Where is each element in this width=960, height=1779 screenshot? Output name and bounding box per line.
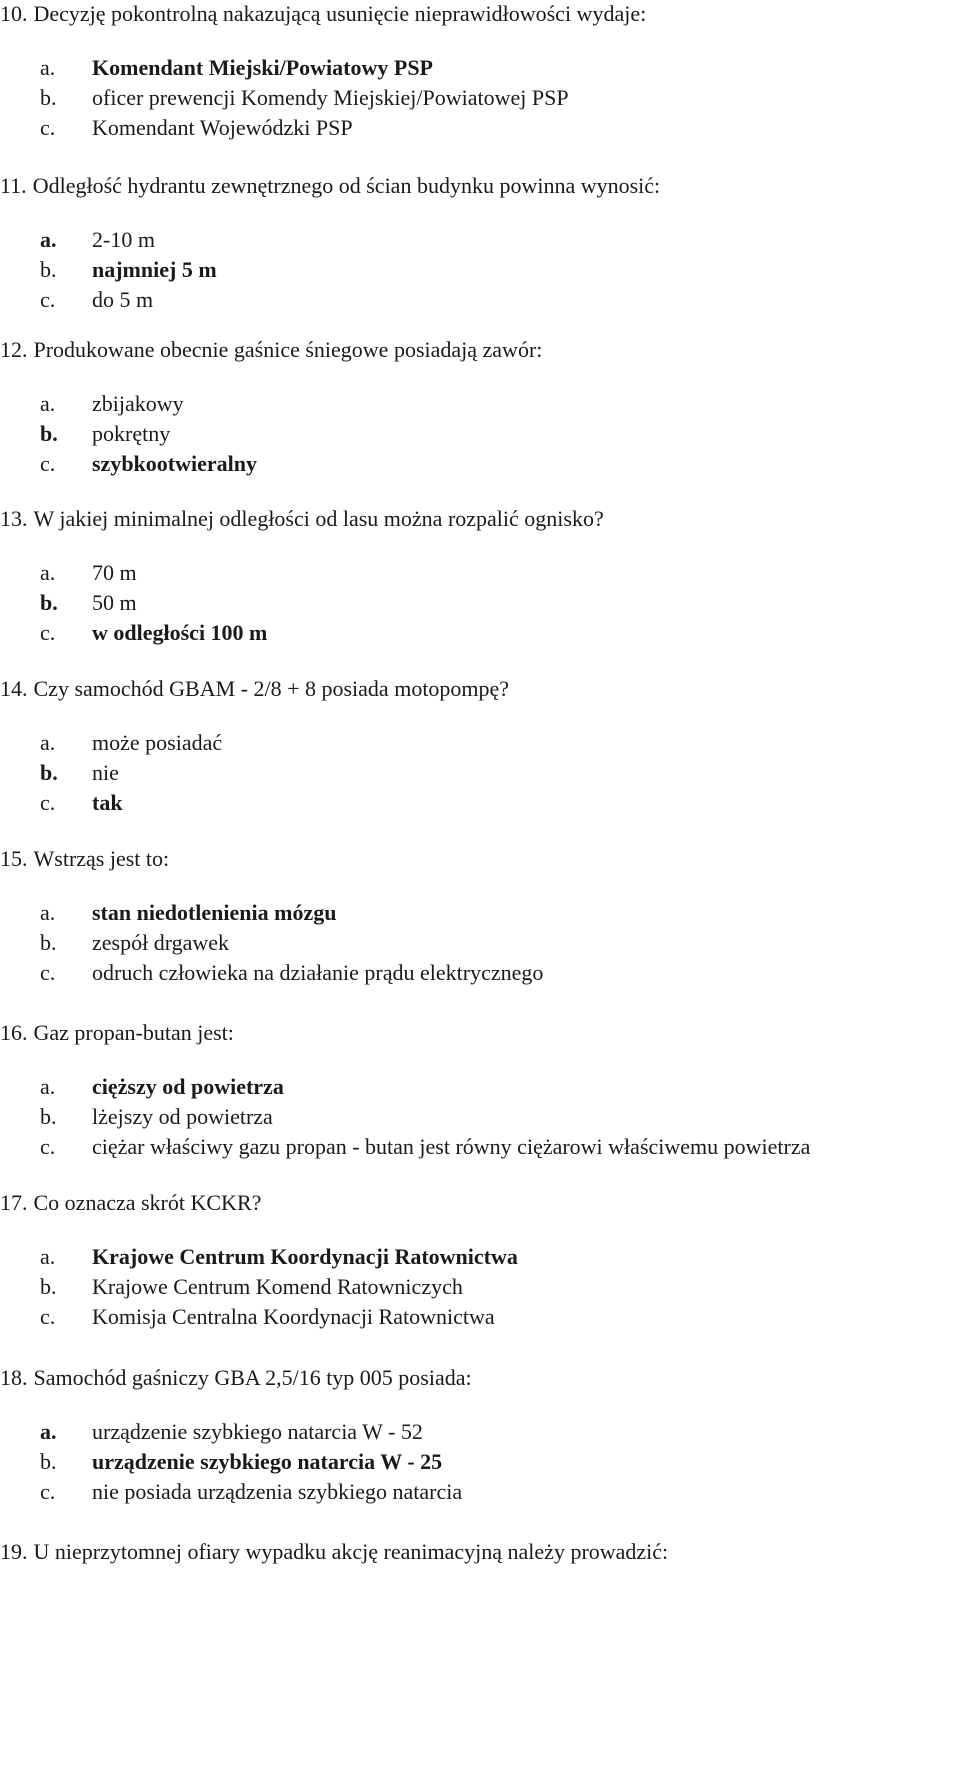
question-text: Odległość hydrantu zewnętrznego od ścian budynku powinna wynosić: xyxy=(32,173,661,198)
option-letter: c. xyxy=(40,451,56,476)
question-text: Co oznacza skrót KCKR? xyxy=(33,1190,262,1215)
correct-answer-text: cięższy od powietrza xyxy=(92,1074,284,1099)
answer-options xyxy=(40,226,217,316)
option-text: ciężar właściwy gazu propan - butan jest równy ciężarowi właściwemu powietrza xyxy=(92,1134,811,1159)
question-number: 11. xyxy=(0,173,27,198)
question-text: W jakiej minimalnej odległości od lasu można rozpalić ognisko? xyxy=(33,506,604,531)
question-text: Czy samochód GBAM - 2/8 + 8 posiada motopompę? xyxy=(33,676,510,701)
question-13 xyxy=(0,505,604,533)
answer-option xyxy=(40,1478,462,1508)
option-text: może posiadać xyxy=(92,730,223,755)
option-letter: a. xyxy=(40,1074,56,1099)
question-11 xyxy=(0,172,660,200)
question-number: 14. xyxy=(0,676,28,701)
correct-answer-text: najmniej 5 m xyxy=(92,257,217,282)
option-letter: c. xyxy=(40,1134,56,1159)
option-letter: b. xyxy=(40,1274,57,1299)
answer-options xyxy=(40,559,267,649)
option-letter: a. xyxy=(40,1244,56,1269)
answer-option xyxy=(40,929,543,959)
option-text: nie posiada urządzenia szybkiego natarcia xyxy=(92,1479,463,1504)
option-letter: a. xyxy=(40,227,57,252)
option-text: do 5 m xyxy=(92,287,154,312)
answer-option xyxy=(40,899,543,929)
answer-option xyxy=(40,114,569,144)
option-letter: c. xyxy=(40,287,56,312)
answer-options xyxy=(40,54,569,144)
option-letter: c. xyxy=(40,790,56,815)
correct-answer-text: Krajowe Centrum Koordynacji Ratownictwa xyxy=(92,1244,518,1269)
answer-option xyxy=(40,450,257,480)
question-number: 18. xyxy=(0,1365,28,1390)
question-text: Samochód gaśniczy GBA 2,5/16 typ 005 posiada: xyxy=(33,1365,472,1390)
option-letter: c. xyxy=(40,1304,56,1329)
answer-option xyxy=(40,84,569,114)
question-number: 15. xyxy=(0,846,28,871)
question-12 xyxy=(0,336,542,364)
question-number: 13. xyxy=(0,506,28,531)
question-14 xyxy=(0,675,509,703)
option-letter: c. xyxy=(40,115,56,140)
answer-option xyxy=(40,1243,518,1273)
answer-options xyxy=(40,1073,810,1163)
option-letter: c. xyxy=(40,620,56,645)
question-text: Decyzję pokontrolną nakazującą usunięcie nieprawidłowości wydaje: xyxy=(33,1,647,26)
correct-answer-text: stan niedotlenienia mózgu xyxy=(92,900,337,925)
option-letter: a. xyxy=(40,900,56,925)
question-number: 17. xyxy=(0,1190,28,1215)
correct-answer-text: szybkootwieralny xyxy=(92,451,257,476)
answer-option xyxy=(40,390,257,420)
answer-option xyxy=(40,959,543,989)
answer-option xyxy=(40,559,267,589)
answer-options xyxy=(40,1243,518,1333)
answer-option xyxy=(40,619,267,649)
option-letter: b. xyxy=(40,1104,57,1129)
correct-answer-text: w odległości 100 m xyxy=(92,620,268,645)
option-text: zbijakowy xyxy=(92,391,184,416)
answer-option xyxy=(40,789,222,819)
question-text: U nieprzytomnej ofiary wypadku akcję reanimacyjną należy prowadzić: xyxy=(33,1539,669,1564)
option-text: odruch człowieka na działanie prądu elektrycznego xyxy=(92,960,544,985)
option-letter: b. xyxy=(40,257,57,282)
option-letter: c. xyxy=(40,960,56,985)
answer-option xyxy=(40,420,257,450)
question-16 xyxy=(0,1019,234,1047)
option-letter: a. xyxy=(40,1419,57,1444)
answer-option xyxy=(40,1073,810,1103)
option-letter: c. xyxy=(40,1479,56,1504)
option-letter: b. xyxy=(40,421,58,446)
answer-option xyxy=(40,286,217,316)
answer-options xyxy=(40,729,222,819)
option-letter: a. xyxy=(40,560,56,585)
option-text: zespół drgawek xyxy=(92,930,230,955)
option-letter: b. xyxy=(40,1449,57,1474)
answer-option xyxy=(40,1303,518,1333)
answer-options xyxy=(40,899,543,989)
answer-option xyxy=(40,256,217,286)
option-text: oficer prewencji Komendy Miejskiej/Powiatowej PSP xyxy=(92,85,569,110)
answer-option xyxy=(40,226,217,256)
option-text: urządzenie szybkiego natarcia W - 52 xyxy=(92,1419,423,1444)
question-number: 12. xyxy=(0,337,28,362)
question-15 xyxy=(0,845,169,873)
answer-option xyxy=(40,1133,810,1163)
option-letter: b. xyxy=(40,590,58,615)
option-text: Komisja Centralna Koordynacji Ratownictwa xyxy=(92,1304,495,1329)
question-19 xyxy=(0,1538,668,1566)
option-letter: a. xyxy=(40,730,56,755)
question-number: 16. xyxy=(0,1020,28,1045)
option-text: pokrętny xyxy=(92,421,171,446)
option-text: Krajowe Centrum Komend Ratowniczych xyxy=(92,1274,463,1299)
option-letter: a. xyxy=(40,391,56,416)
answer-option xyxy=(40,759,222,789)
option-letter: b. xyxy=(40,760,58,785)
answer-option xyxy=(40,589,267,619)
correct-answer-text: urządzenie szybkiego natarcia W - 25 xyxy=(92,1449,443,1474)
option-text: lżejszy od powietrza xyxy=(92,1104,273,1129)
answer-option xyxy=(40,1418,462,1448)
correct-answer-text: Komendant Miejski/Powiatowy PSP xyxy=(92,55,433,80)
option-text: 50 m xyxy=(92,590,137,615)
answer-option xyxy=(40,1448,462,1478)
option-text: 2-10 m xyxy=(92,227,155,252)
question-18 xyxy=(0,1364,472,1392)
question-text: Wstrząs jest to: xyxy=(33,846,170,871)
option-letter: b. xyxy=(40,930,57,955)
answer-options xyxy=(40,1418,462,1508)
option-text: nie xyxy=(92,760,119,785)
answer-option xyxy=(40,1273,518,1303)
answer-option xyxy=(40,1103,810,1133)
question-10 xyxy=(0,0,646,28)
option-text: Komendant Wojewódzki PSP xyxy=(92,115,353,140)
option-letter: a. xyxy=(40,55,56,80)
answer-option xyxy=(40,54,569,84)
option-letter: b. xyxy=(40,85,57,110)
option-text: 70 m xyxy=(92,560,137,585)
answer-option xyxy=(40,729,222,759)
question-17 xyxy=(0,1189,261,1217)
question-number: 10. xyxy=(0,1,28,26)
correct-answer-text: tak xyxy=(92,790,123,815)
question-number: 19. xyxy=(0,1539,28,1564)
answer-options xyxy=(40,390,257,480)
question-text: Gaz propan-butan jest: xyxy=(33,1020,234,1045)
question-text: Produkowane obecnie gaśnice śniegowe posiadają zawór: xyxy=(33,337,543,362)
